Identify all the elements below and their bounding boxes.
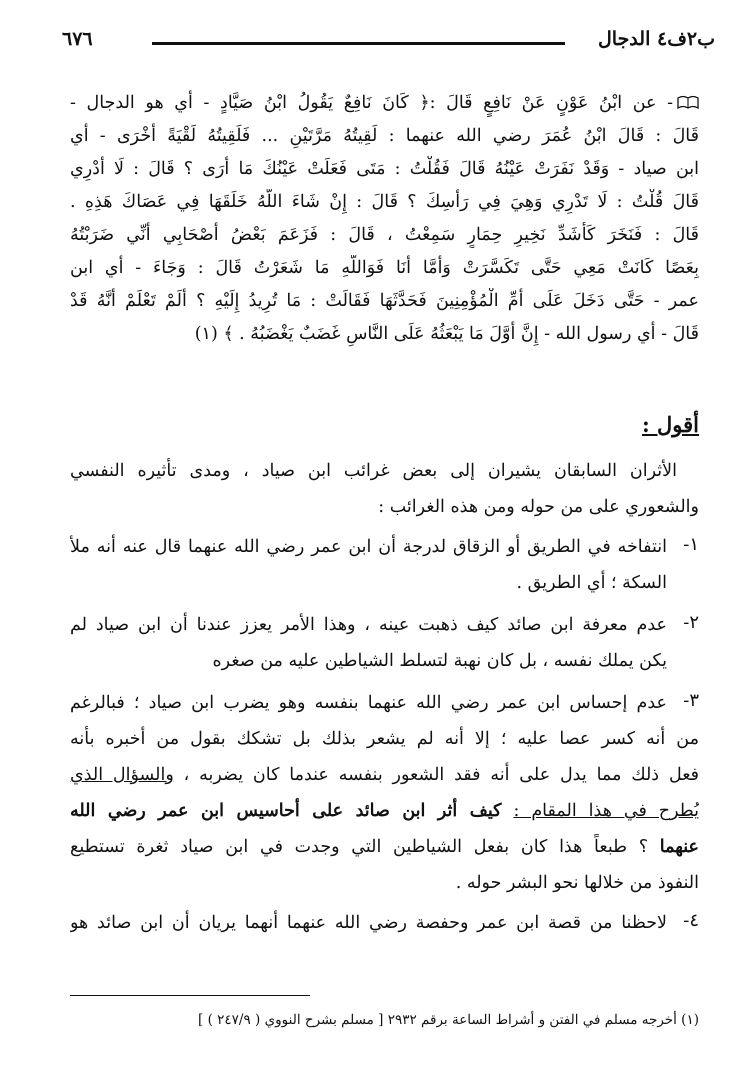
footnote-rule [70, 995, 310, 996]
question-lead: والسؤال الذي [70, 765, 174, 785]
item-line: عنهما ؟ طبعاً هذا كان بفعل الشياطين التي وجدت في ابن صياد ثغرة تستطيع [70, 837, 699, 857]
item-number: ٤- [683, 910, 699, 931]
item-line: انتفاخه في الطريق أو الزقاق لدرجة أن ابن عمر رضي الله عنهما قال عنه أنه ملأ [70, 537, 667, 557]
section-heading: أقول : [641, 412, 699, 437]
item-line: لاحظنا من قصة ابن عمر وحفصة رضي الله عنهما أنهما يريان أن ابن صائد هو [70, 913, 667, 933]
item-line: يُطرح في هذا المقام : كيف أثر ابن صائد على أحاسيس ابن عمر رضي الله [70, 801, 699, 821]
item-line: النفوذ من خلالها نحو البشر حوله . [455, 873, 699, 893]
hadith-line: قَالَ - أي رسول الله - إِنَّ أَوَّلَ مَا يَبْعَثُهُ عَلَى النَّاسِ غَضَبٌ يَغْضَبُهُ . ﴾ (١) [194, 324, 699, 344]
chapter-title: ب٢ف٤ الدجال [597, 28, 715, 50]
page-header [62, 28, 715, 58]
hadith-line: - عن ابْنُ عَوْنٍ عَنْ نَافِعٍ قَالَ :﴿ كَانَ نَافِعٌ يَقُولُ ابْنُ صَيَّادٍ - أي هو الدجال - [70, 90, 699, 117]
item-number: ١- [683, 534, 699, 555]
footnote: (١) أخرجه مسلم في الفتن و أشراط الساعة برقم ٢٩٣٢ [ مسلم بشرح النووي ( ٢٤٧/٩ ) ] [198, 1012, 699, 1028]
hadith-line: قَالَ قُلْتُ : لَا تَدْرِي وَهِيَ فِي رَأْسِكَ ؟ قَالَ : إِنْ شَاءَ اللَّهُ خَلَقَهَا فِي عَصَاكَ هَذِهِ . [70, 192, 699, 212]
book-icon [677, 91, 699, 117]
item-line: عدم إحساس ابن عمر رضي الله عنهما بنفسه وهو يضرب ابن صياد ؛ فبالرغم [70, 693, 667, 713]
item-line: عدم معرفة ابن صائد كيف ذهبت عينه ، وهذا الأمر يعزز عندنا أن ابن صياد لم [70, 615, 667, 635]
header-rule [152, 42, 565, 45]
item-number: ٢- [683, 612, 699, 633]
question-text: كيف أثر ابن صائد على أحاسيس ابن عمر رضي الله [70, 801, 502, 821]
item-line: فعل ذلك مما يدل على أنه فقد الشعور بنفسه عندما كان يضربه ، والسؤال الذي [70, 765, 699, 785]
hadith-line: عمر - حَتَّى دَخَلَ عَلَى أُمِّ الْمُؤْمِنِينَ فَحَدَّثَهَا فَقَالَتْ : مَا تُرِيدُ إِلَيْهِ ؟ أَلَمْ تَعْلَمْ أَنَّهُ قَدْ [70, 291, 699, 311]
hadith-line: بِعَصًا كَانَتْ مَعِي حَتَّى تَكَسَّرَتْ وَأَمَّا أَنَا فَوَاللَّهِ مَا شَعَرْتُ قَالَ : وَجَاءَ - أي ابن [70, 258, 699, 278]
hadith-line: ابن صياد - وَقَدْ نَفَرَتْ عَيْنُهُ قَالَ فَقُلْتُ : مَتَى فَعَلَتْ عَيْنُكَ مَا أَرَى ؟ قَالَ : لَا أَدْرِي [70, 159, 699, 179]
item-line: يكن يملك نفسه ، بل كان نهبة لتسلط الشياطين عليه من صغره [212, 651, 667, 671]
item-line: السكة ؛ أي الطريق . [516, 573, 667, 593]
hadith-line: قَالَ : فَنَخَرَ كَأَشَدِّ نَخِيرِ حِمَارٍ سَمِعْتُ ، قَالَ : فَزَعَمَ بَعْضُ أَصْحَابِي أَنِّي ضَرَبْتُهُ [70, 225, 699, 245]
intro-line: الأثران السابقان يشيران إلى بعض غرائب ابن صياد ، ومدى تأثيره النفسي [70, 461, 677, 481]
page-number: ٦٧٦ [62, 28, 93, 50]
hadith-line: قَالَ : قَالَ ابْنُ عُمَرَ رضي الله عنهما : لَقِيتُهُ مَرَّتَيْنِ ... فَلَقِيتُهُ لَقْيَةً أُخْرَى - أي [70, 126, 699, 146]
intro-line: والشعوري على من حوله ومن هذه الغرائب : [378, 497, 699, 517]
item-number: ٣- [683, 690, 699, 711]
item-line: من أنه كسر عصا عليه ؛ إلا أنه لم يشعر بذلك بل تشكك بقول من أخبره بأنه [70, 729, 699, 749]
